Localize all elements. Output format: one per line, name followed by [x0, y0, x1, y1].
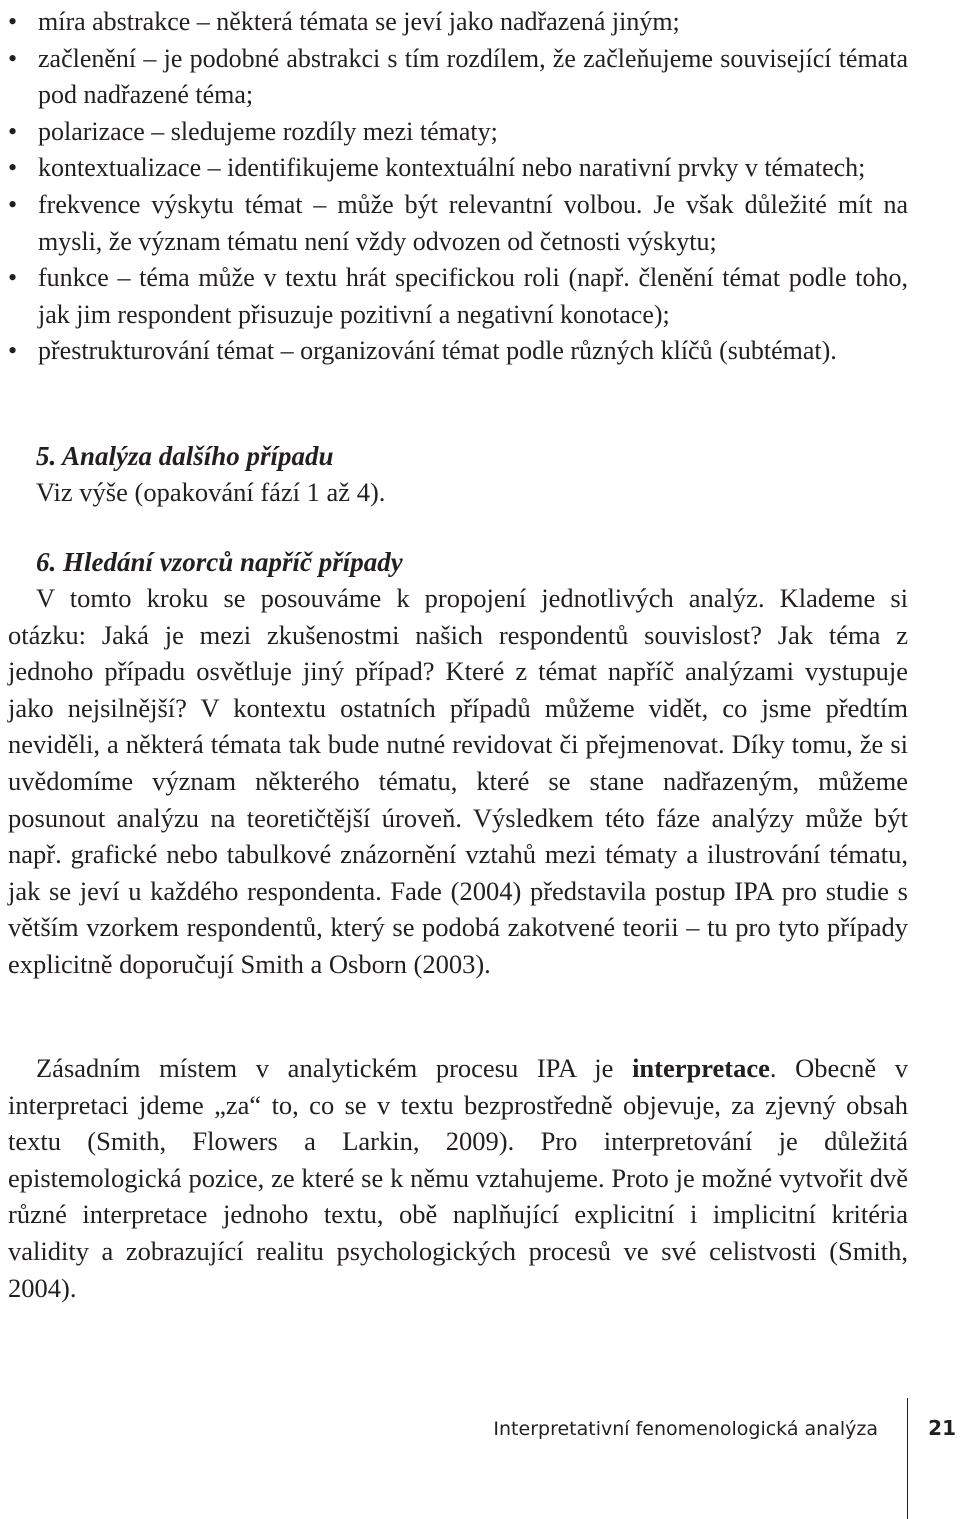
list-item: • přestrukturování témat – organizování témat podle různých klíčů (subtémat).: [8, 333, 908, 370]
section-text: Viz výše (opakování fází 1 až 4).: [36, 477, 386, 507]
section-text: V tomto kroku se posouváme k propojení jednotlivých analýz. Klademe si otázku: Jaká je mezi zkušenostmi našich respondentů souvislost? Jak téma z jednoho případu osvětluje jiný případ? Které z témat napříč analýzami vystupuje jako nejsilnější? V kontextu ostatních případů můžeme vidět, co jsme předtím neviděli, a některá témata tak bude nutné revidovat či přejmenovat. Díky tomu, že si uvědomíme význam některého tématu, které se stane nadřazeným, můžeme posunout analýzu na teoretičtější úroveň. Výsledkem této fáze analýzy může být např. grafické nebo tabulkové znázornění vztahů mezi tématy a ilustrování tématu, jak se jeví u každého respondenta. Fade (2004) představila postup IPA pro studie s větším vzorkem respondentů, který se podobá zakotvené teorii – tu pro tyto případy explicitně doporučují Smith a Osborn (2003).: [8, 583, 909, 979]
bullet-icon: •: [8, 7, 18, 36]
bullet-list: [8, 4, 908, 370]
paragraph-interpretation: Zásadním místem v analytickém procesu IPA je interpretace. Obecně v interpretaci jdeme „za“ to, co se v textu bezprostředně objevuje, za zjevný obsah textu (Smith, Flowers a Larkin, 2009). Pro interpretování je důležitá epistemologická pozice, ze které se k němu vztahujeme. Proto je možné vytvořit dvě různé interpretace jednoho textu, obě naplňující explicitní i implicitní kritéria validity a zobrazující realitu psychologických procesů ve své celistvosti (Smith, 2004).: [8, 1053, 908, 1303]
footer-divider: [907, 1398, 908, 1519]
list-item: • míra abstrakce – některá témata se jeví jako nadřazená jiným;: [8, 4, 908, 41]
bullet-icon: •: [8, 43, 18, 73]
running-title: Interpretativní fenomenologická analýza: [493, 1418, 878, 1440]
bullet-icon: •: [8, 336, 18, 366]
bullet-icon: •: [8, 153, 18, 183]
section-5: [36, 438, 908, 510]
list-item: • polarizace – sledujeme rozdíly mezi tématy;: [8, 114, 908, 151]
list-item: • frekvence výskytu témat – může být relevantní volbou. Je však důležité mít na mysli, že význam tématu není vždy odvozen od četnosti výskytu;: [8, 187, 908, 260]
bullet-icon: •: [8, 189, 18, 219]
bold-term: interpretace: [632, 1053, 770, 1083]
bullet-icon: •: [8, 263, 18, 293]
section-6: [8, 544, 908, 983]
section-heading: 6. Hledání vzorců napříč případy: [36, 547, 403, 577]
list-item: • začlenění – je podobné abstrakci s tím rozdílem, že začleňujeme související témata pod nadřazené téma;: [8, 41, 908, 114]
list-item: • kontextualizace – identifikujeme kontextuální nebo narativní prvky v tématech;: [8, 150, 908, 187]
list-item: • funkce – téma může v textu hrát specifickou roli (např. členění témat podle toho, jak jim respondent přisuzuje pozitivní a negativní konotace);: [8, 260, 908, 333]
bullet-icon: •: [8, 116, 18, 146]
section-heading: 5. Analýza dalšího případu: [36, 441, 334, 471]
page-footer: [0, 1398, 960, 1519]
page-number: 21: [928, 1416, 956, 1440]
